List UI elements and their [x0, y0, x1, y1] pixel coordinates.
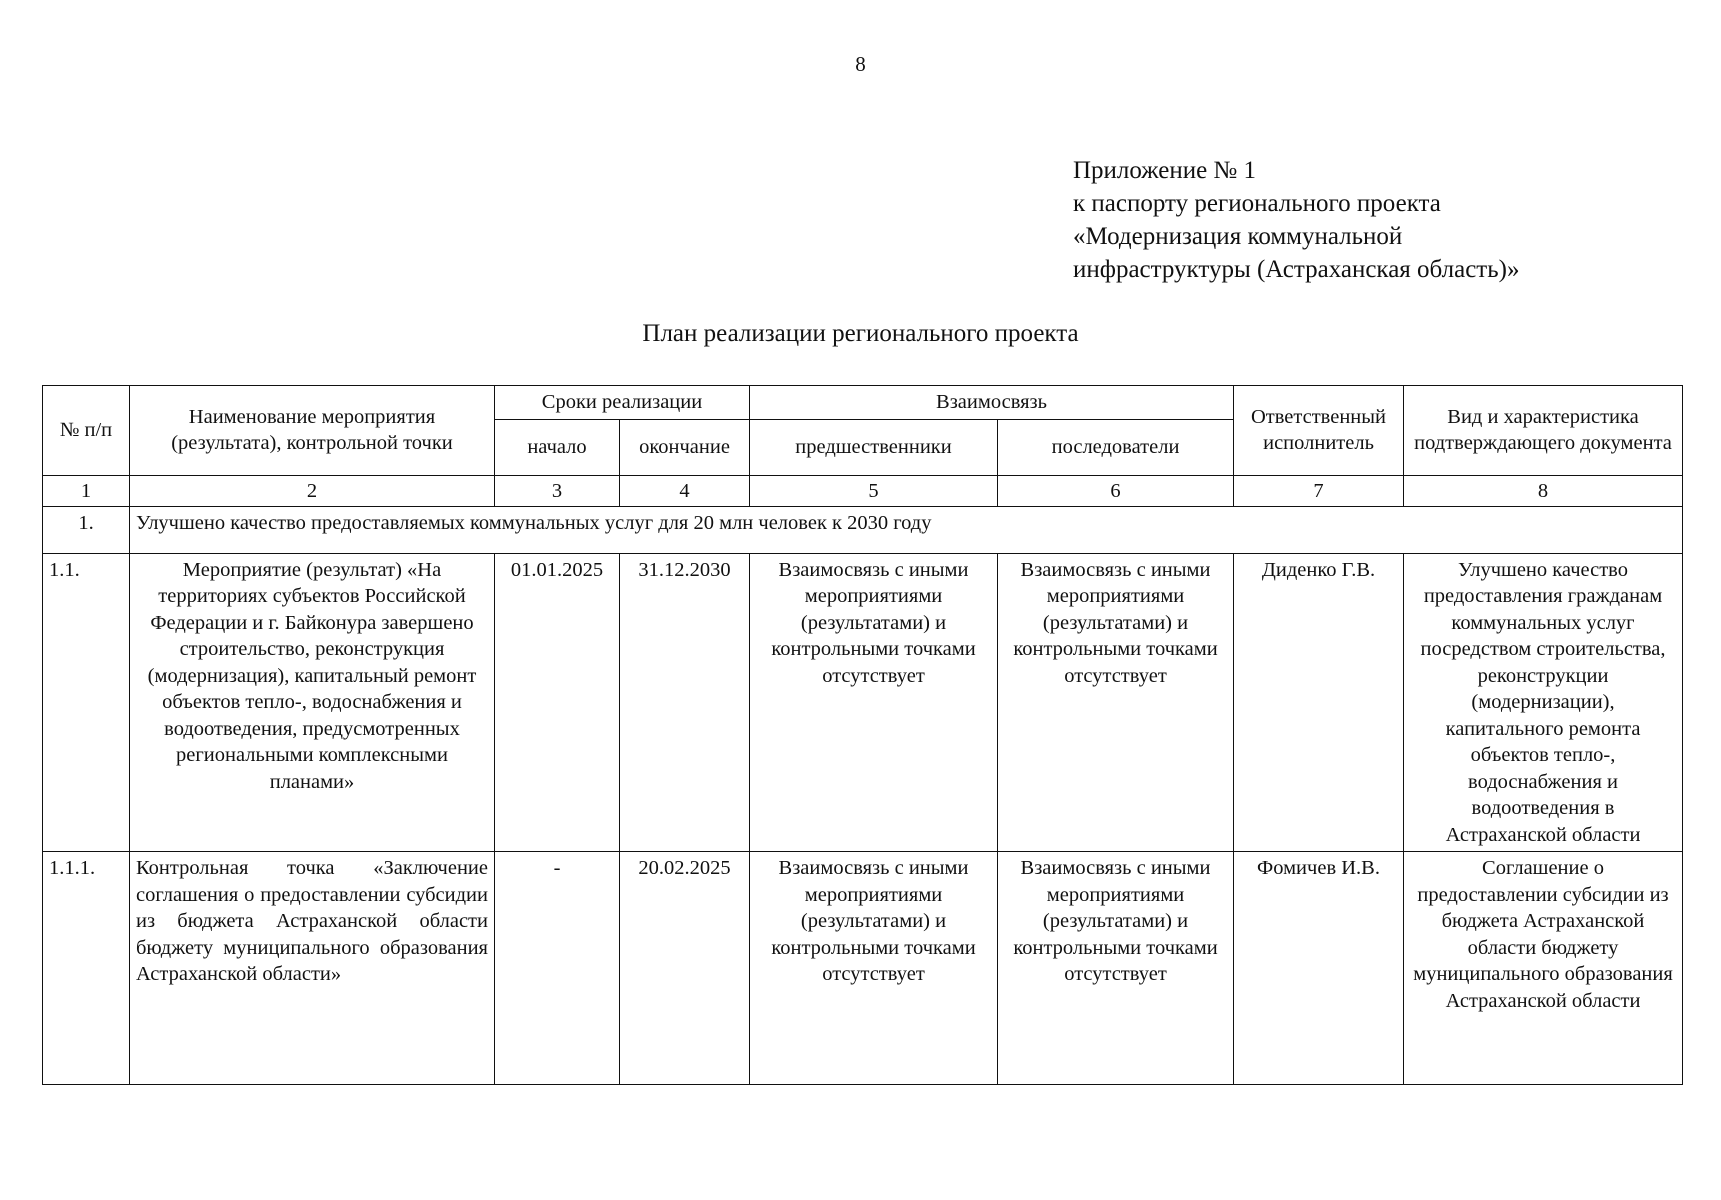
header-predecessors: предшественники	[750, 419, 998, 475]
section-num: 1.	[43, 506, 130, 553]
row-predecessors: Взаимосвязь с иными мероприятиями (результатами) и контрольными точками отсутствует	[750, 852, 998, 1085]
header-responsible: Ответственный исполнитель	[1234, 386, 1404, 476]
column-number: 4	[620, 475, 750, 506]
appendix-line: «Модернизация коммунальной	[1073, 223, 1403, 250]
column-number: 6	[998, 475, 1234, 506]
header-terms: Сроки реализации	[495, 386, 750, 420]
header-successors: последователи	[998, 419, 1234, 475]
row-document: Улучшено качество предоставления гражданам коммунальных услуг посредством строительства, реконструкции (модернизации), капитального ремонта объектов тепло-, водоснабжения и водоотведения в Астраханской области	[1404, 553, 1683, 852]
row-successors: Взаимосвязь с иными мероприятиями (результатами) и контрольными точками отсутствует	[998, 553, 1234, 852]
header-num: № п/п	[43, 386, 130, 476]
header-name: Наименование мероприятия (результата), контрольной точки	[130, 386, 495, 476]
appendix-note	[1073, 154, 1519, 286]
column-number: 5	[750, 475, 998, 506]
appendix-line: к паспорту регионального проекта	[1073, 190, 1441, 217]
header-document: Вид и характеристика подтверждающего документа	[1404, 386, 1683, 476]
table-row	[43, 852, 1683, 1085]
column-number: 2	[130, 475, 495, 506]
row-end: 20.02.2025	[620, 852, 750, 1085]
row-predecessors: Взаимосвязь с иными мероприятиями (результатами) и контрольными точками отсутствует	[750, 553, 998, 852]
page-number: 8	[855, 52, 866, 76]
header-end: окончание	[620, 419, 750, 475]
document-title: План реализации регионального проекта	[642, 320, 1079, 347]
row-name: Контрольная точка «Заключение соглашения о предоставлении субсидии из бюджета Астраханской области бюджету муниципального образования Астраханской области»	[130, 852, 495, 1085]
row-document: Соглашение о предоставлении субсидии из бюджета Астраханской области бюджету муниципального образования Астраханской области	[1404, 852, 1683, 1085]
header-link: Взаимосвязь	[750, 386, 1234, 420]
column-number: 8	[1404, 475, 1683, 506]
row-successors: Взаимосвязь с иными мероприятиями (результатами) и контрольными точками отсутствует	[998, 852, 1234, 1085]
row-num: 1.1.1.	[43, 852, 130, 1085]
implementation-plan-table	[42, 385, 1683, 1085]
row-responsible: Фомичев И.В.	[1234, 852, 1404, 1085]
appendix-line: Приложение № 1	[1073, 157, 1257, 184]
table-row	[43, 553, 1683, 852]
column-number: 7	[1234, 475, 1404, 506]
appendix-line: инфраструктуры (Астраханская область)»	[1073, 256, 1520, 283]
column-number: 1	[43, 475, 130, 506]
header-start: начало	[495, 419, 620, 475]
section-text: Улучшено качество предоставляемых коммунальных услуг для 20 млн человек к 2030 году	[130, 506, 1683, 553]
row-responsible: Диденко Г.В.	[1234, 553, 1404, 852]
row-end: 31.12.2030	[620, 553, 750, 852]
section-row	[43, 506, 1683, 553]
row-name: Мероприятие (результат) «На территориях субъектов Российской Федерации и г. Байконура завершено строительство, реконструкция (модернизация), капитальный ремонт объектов тепло-, водоснабжения и водоотведения, предусмотренных региональными комплексными планами»	[130, 553, 495, 852]
row-num: 1.1.	[43, 553, 130, 852]
column-number-row	[43, 475, 1683, 506]
row-start: 01.01.2025	[495, 553, 620, 852]
column-number: 3	[495, 475, 620, 506]
row-start: -	[495, 852, 620, 1085]
